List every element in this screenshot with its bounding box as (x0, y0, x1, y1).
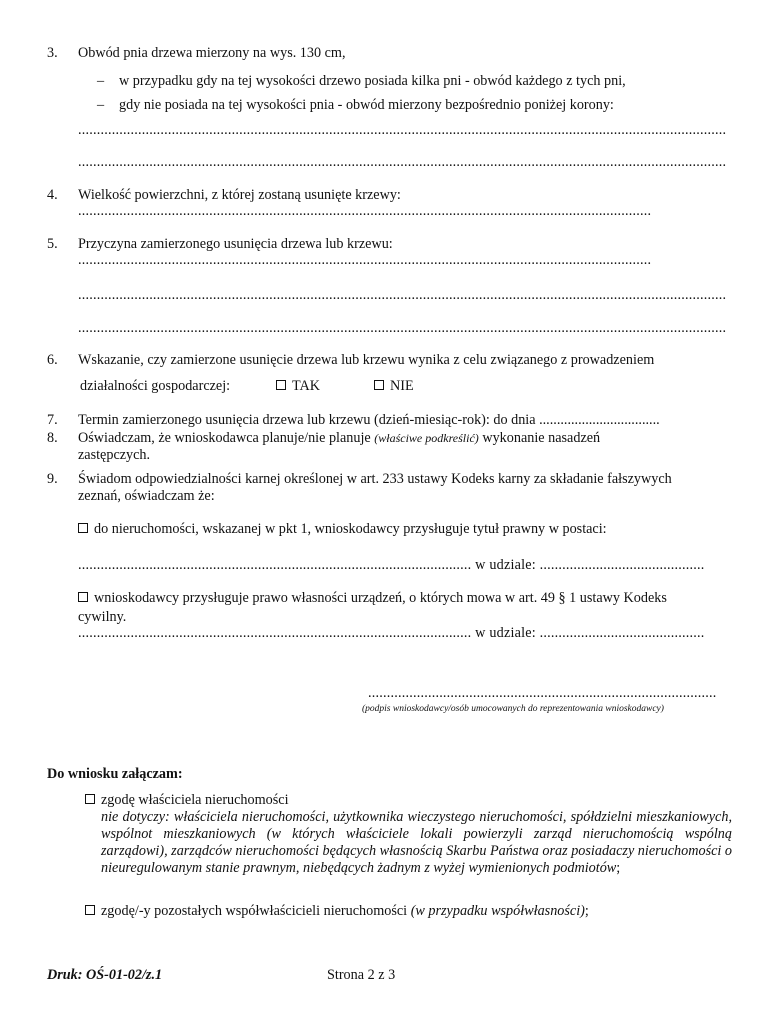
attachment-owner-consent-note (101, 809, 732, 877)
item-8-text-continued: zastępczych. (78, 447, 151, 463)
item-9-option-1-checkbox[interactable] (78, 523, 88, 533)
item-5-number: 5. (47, 236, 58, 252)
attachment-owner-consent-note-end: ; (616, 860, 621, 876)
attachment-coowners-consent-checkbox[interactable] (85, 905, 95, 915)
item-9-option-1-label: do nieruchomości, wskazanej w pkt 1, wnioskodawcy przysługuje tytuł prawny w postaci: (94, 521, 607, 537)
item-9-option-1[interactable] (78, 521, 607, 538)
item-5-fill-line-1[interactable]: ......................................................................................................................................................... (78, 252, 652, 268)
item-9-option-2-fill-line[interactable]: ......................................................................................................... w udziale: ............................................ (78, 625, 705, 641)
item-9-option-2-checkbox[interactable] (78, 592, 88, 602)
item-8-text-c: wykonanie nasadzeń (478, 430, 601, 446)
attachments-heading: Do wniosku załączam: (47, 766, 183, 782)
checkbox-nie-label: NIE (390, 378, 414, 394)
attachment-owner-consent-note-text: nie dotyczy: właściciela nieruchomości, użytkownika wieczystego nieruchomości, spółdzielni mieszkaniowych, wspólnot mieszkaniowych (w których właściciele lokali powierzyli zarząd nieruchomością wspólną zarządowi), zarządców nieruchomości będących własnością Skarbu Państwa oraz posiadaczy nieruchomości o nieuregulowanym stanie prawnym, niebędących żadnym z wyżej wymienionych podmiotów (101, 809, 732, 876)
item-9-option-1-fill-line[interactable]: ......................................................................................................... w udziale: ............................................ (78, 557, 705, 573)
item-3-text: Obwód pnia drzewa mierzony na wys. 130 cm, (78, 45, 346, 61)
item-9-option-2-continued: cywilny. (78, 609, 127, 625)
item-3-option-1: w przypadku gdy na tej wysokości drzewo posiada kilka pni - obwód każdego z tych pni, (119, 73, 626, 89)
item-9-option-2[interactable] (78, 590, 667, 607)
item-9-text: Świadom odpowiedzialności karnej określonej w art. 233 ustawy Kodeks karny za składanie fałszywych (78, 471, 672, 487)
item-8-text-a: Oświadczam, że wnioskodawca planuje/nie planuje (78, 430, 375, 446)
item-6-number: 6. (47, 352, 58, 368)
item-8-text (78, 430, 600, 447)
item-4-fill-line[interactable]: ......................................................................................................................................................... (78, 203, 652, 219)
checkbox-nie-box[interactable] (374, 380, 384, 390)
item-3-option-2: gdy nie posiada na tej wysokości pnia - obwód mierzony bezpośrednio poniżej korony: (119, 97, 614, 113)
attachment-owner-consent-checkbox[interactable] (85, 794, 95, 804)
checkbox-nie[interactable] (374, 378, 414, 395)
item-3-fill-line-2[interactable]: ............................................................................................................................................................................. (78, 154, 727, 170)
attachment-owner-consent-label: zgodę właściciela nieruchomości (101, 792, 289, 808)
item-3-dash-1: – (97, 73, 105, 89)
item-7-text[interactable]: Termin zamierzonego usunięcia drzewa lub krzewu (dzień-miesiąc-rok): do dnia .................................. (78, 412, 660, 428)
item-7-number: 7. (47, 412, 58, 428)
item-4-text: Wielkość powierzchni, z której zostaną usunięte krzewy: (78, 187, 401, 203)
item-6-text-continued: działalności gospodarczej: (80, 378, 231, 394)
checkbox-tak-box[interactable] (276, 380, 286, 390)
page-number: Strona 2 z 3 (327, 967, 396, 983)
attachment-coowners-label: zgodę/-y pozostałych współwłaścicieli nieruchomości (101, 903, 411, 919)
item-8-instruction: (właściwe podkreślić) (374, 431, 479, 445)
item-9-number: 9. (47, 471, 58, 487)
attachment-coowners-consent[interactable] (85, 903, 589, 920)
form-code: Druk: OŚ-01-02/z.1 (47, 967, 163, 983)
item-3-number: 3. (47, 45, 58, 61)
item-6-text: Wskazanie, czy zamierzone usunięcie drzewa lub krzewu wynika z celu związanego z prowadzeniem (78, 352, 655, 368)
item-5-fill-line-3[interactable]: ............................................................................................................................................................................. (78, 320, 727, 336)
attachment-owner-consent[interactable] (85, 792, 289, 809)
signature-line[interactable]: ............................................................................................. (368, 685, 717, 701)
item-3-dash-2: – (97, 97, 105, 113)
checkbox-tak-label: TAK (292, 378, 321, 394)
item-9-option-2-label: wnioskodawcy przysługuje prawo własności urządzeń, o których mowa w art. 49 § 1 ustawy Kodeks (94, 590, 667, 606)
item-8-number: 8. (47, 430, 58, 446)
attachment-coowners-note: (w przypadku współwłasności) (410, 903, 585, 919)
item-9-text-continued: zeznań, oświadczam że: (78, 488, 215, 504)
item-5-text: Przyczyna zamierzonego usunięcia drzewa lub krzewu: (78, 236, 393, 252)
signature-caption: (podpis wnioskodawcy/osób umocowanych do reprezentowania wnioskodawcy) (362, 704, 664, 714)
checkbox-tak[interactable] (276, 378, 320, 395)
item-4-number: 4. (47, 187, 58, 203)
attachment-coowners-end: ; (584, 903, 589, 919)
item-3-fill-line-1[interactable]: ............................................................................................................................................................................. (78, 122, 727, 138)
item-5-fill-line-2[interactable]: ............................................................................................................................................................................. (78, 287, 727, 303)
